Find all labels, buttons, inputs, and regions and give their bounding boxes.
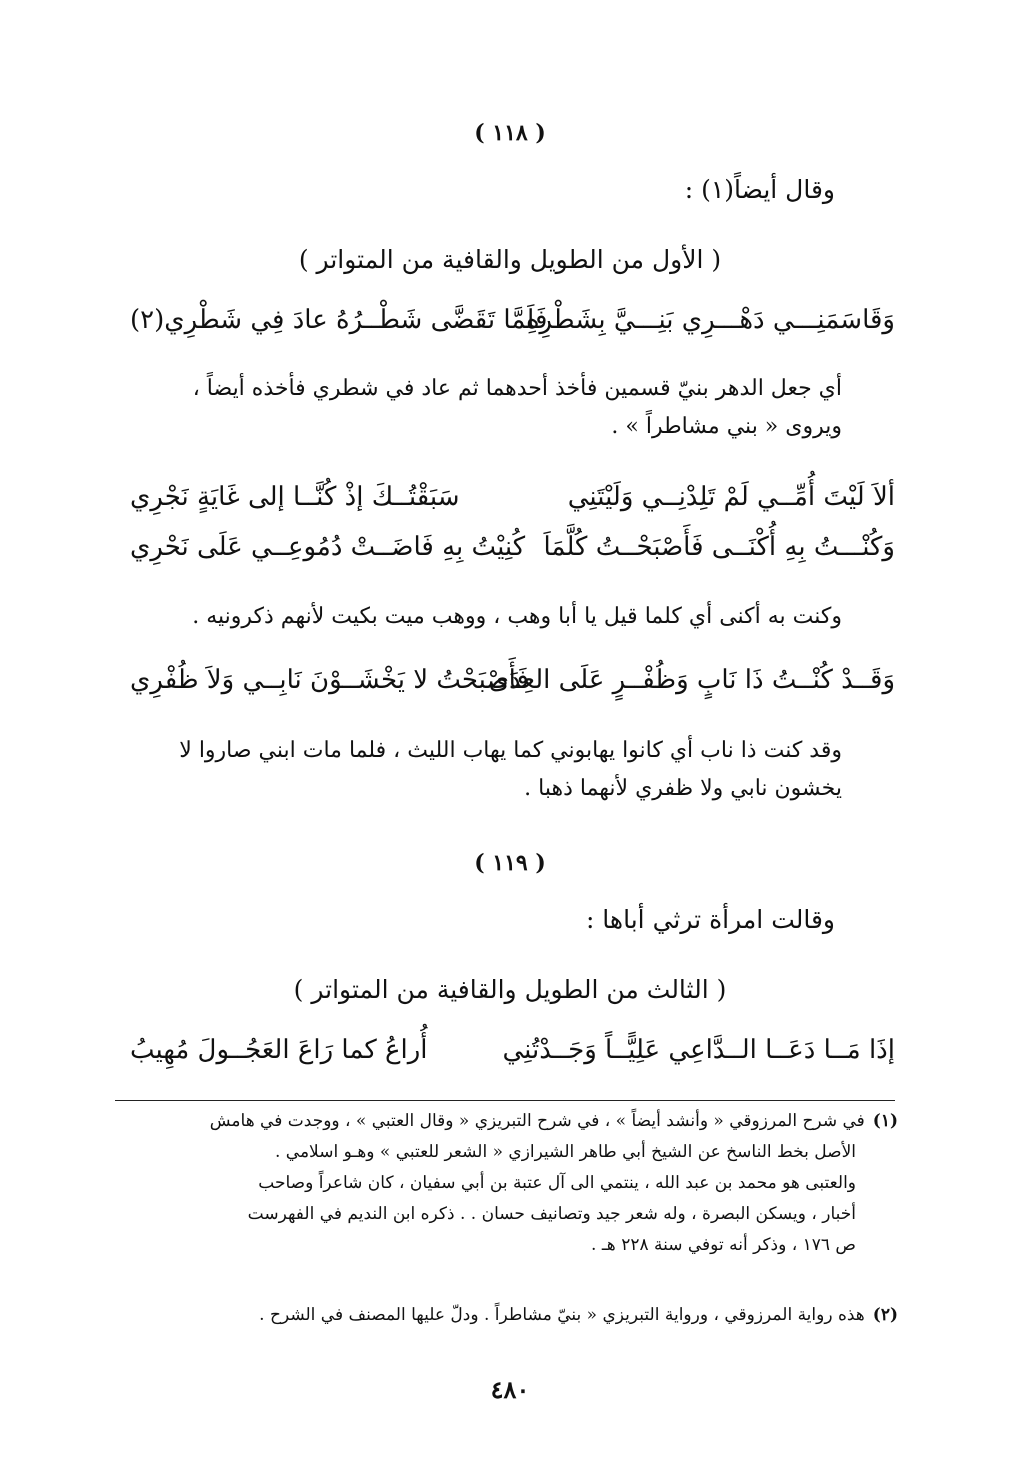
poem-number-118: ( ١١٨ )	[474, 120, 546, 146]
footnote-marker: (١)	[872, 1111, 898, 1131]
commentary-line: وقد كنت ذا ناب أي كانوا يهابوني كما يهاب الليث ، فلما مات ابني صاروا لا	[179, 738, 842, 763]
poem-118-verse-2	[130, 482, 895, 526]
verse-hemistich-second: كُنِيْتُ بِهِ فَاضَــتْ دُمُوعِــي عَلَى نَحْرِي	[130, 532, 526, 562]
poem-number-119: ( ١١٩ )	[474, 850, 546, 876]
poem-118-commentary-3	[130, 732, 842, 808]
commentary-line: ويروى « بني مشاطراً » .	[611, 414, 842, 439]
footnote-line	[128, 1106, 898, 1137]
footnote-line: أخبار ، ويسكن البصرة ، وله شعر جيد وتصانيف حسان . . ذكره ابن النديم في الفهرست	[247, 1204, 856, 1224]
poem-118-verse-3	[130, 532, 895, 576]
verse-hemistich-first: إذَا مَــا دَعَــا الــدَّاعِي عَلِيًّــاً وَجَــدْتُنِي	[502, 1035, 895, 1065]
footnote-text: في شرح المرزوقي « وأنشد أيضاً » ، في شرح التبريزي « وقال العتبي » ، ووجدت في هامش	[209, 1111, 865, 1131]
footnote-text: هذه رواية المرزوقي ، ورواية التبريزي « بنيّ مشاطراً . ودلّ عليها المصنف في الشرح .	[259, 1305, 865, 1325]
footnote-line: والعتبى هو محمد بن عبد الله ، ينتمي الى آل عتبة بن أبي سفيان ، كان شاعراً وصاحب	[258, 1173, 856, 1193]
footnote-line: ص ١٧٦ ، وذكر أنه توفي سنة ٢٢٨ هـ .	[591, 1235, 856, 1255]
poem-118-commentary-1	[130, 370, 842, 446]
verse-hemistich-first: وَقَــدْ كُنْــتُ ذَا نَابٍ وَظُفْــرٍ عَلَى العِدَى	[488, 665, 895, 695]
footnote-marker: (٢)	[872, 1305, 898, 1325]
poem-118-commentary-2	[130, 598, 842, 636]
footnote-2	[128, 1300, 898, 1331]
verse-hemistich-second: سَبَقْتُــكَ إذْ كُنَّــا إلى غَايَةٍ نَجْرِي	[130, 482, 460, 512]
page-number: ٤٨٠	[490, 1375, 530, 1404]
verse-hemistich-second: أُراعُ كما رَاعَ العَجُــولَ مُهِيبُ	[130, 1035, 428, 1065]
poem-119-intro: وقالت امرأة ترثي أباها :	[585, 905, 835, 934]
poem-119-verse-1	[130, 1035, 895, 1079]
poem-118-verse-1	[130, 305, 895, 349]
commentary-line: وكنت به أكنى أي كلما قيل يا أبا وهب ، ووهب ميت بكيت لأنهم ذكرونيه .	[192, 604, 842, 629]
verse-hemistich-first: وَقَاسَمَنِـــي دَهْـــرِي بَنِـــيَّ بِشَطْرِهِ	[525, 305, 895, 335]
verse-hemistich-second: فَأَصْبَحْتُ لا يَخْشَــوْنَ نَابِــي وَلاَ ظُفْرِي	[130, 665, 529, 695]
commentary-line: يخشون نابي ولا ظفري لأنهما ذهبا .	[524, 776, 842, 801]
poem-118-intro: وقال أيضاً(١) :	[684, 175, 835, 204]
poem-118-verse-4	[130, 665, 895, 709]
commentary-line: أي جعل الدهر بنيّ قسمين فأخذ أحدهما ثم عاد في شطري فأخذه أيضاً ،	[192, 376, 842, 401]
verse-hemistich-second: فَلَمَّا تَقَضَّى شَطْــرُهُ عادَ فِي شَطْرِي(٢)	[130, 305, 548, 335]
verse-hemistich-first: وَكُنْـــتُ بِهِ أُكْنَــى فَأَصْبَحْــتُ كُلَّمَاَ	[543, 532, 895, 562]
footnote-line	[128, 1300, 898, 1331]
footnote-divider	[115, 1100, 895, 1101]
poem-119-meter: ( الثالث من الطويل والقافية من المتواتر )	[293, 975, 727, 1004]
footnote-line: الأصل بخط الناسخ عن الشيخ أبي طاهر الشيرازي « الشعر للعتبي » وهـو اسلامي .	[274, 1142, 856, 1162]
verse-hemistich-first: ألاَ لَيْتَ أُمِّــي لَمْ تَلِدْنِــي وَلَيْتَنِي	[567, 482, 895, 512]
footnote-1	[128, 1106, 898, 1261]
poem-118-meter: ( الأول من الطويل والقافية من المتواتر )	[298, 245, 722, 274]
